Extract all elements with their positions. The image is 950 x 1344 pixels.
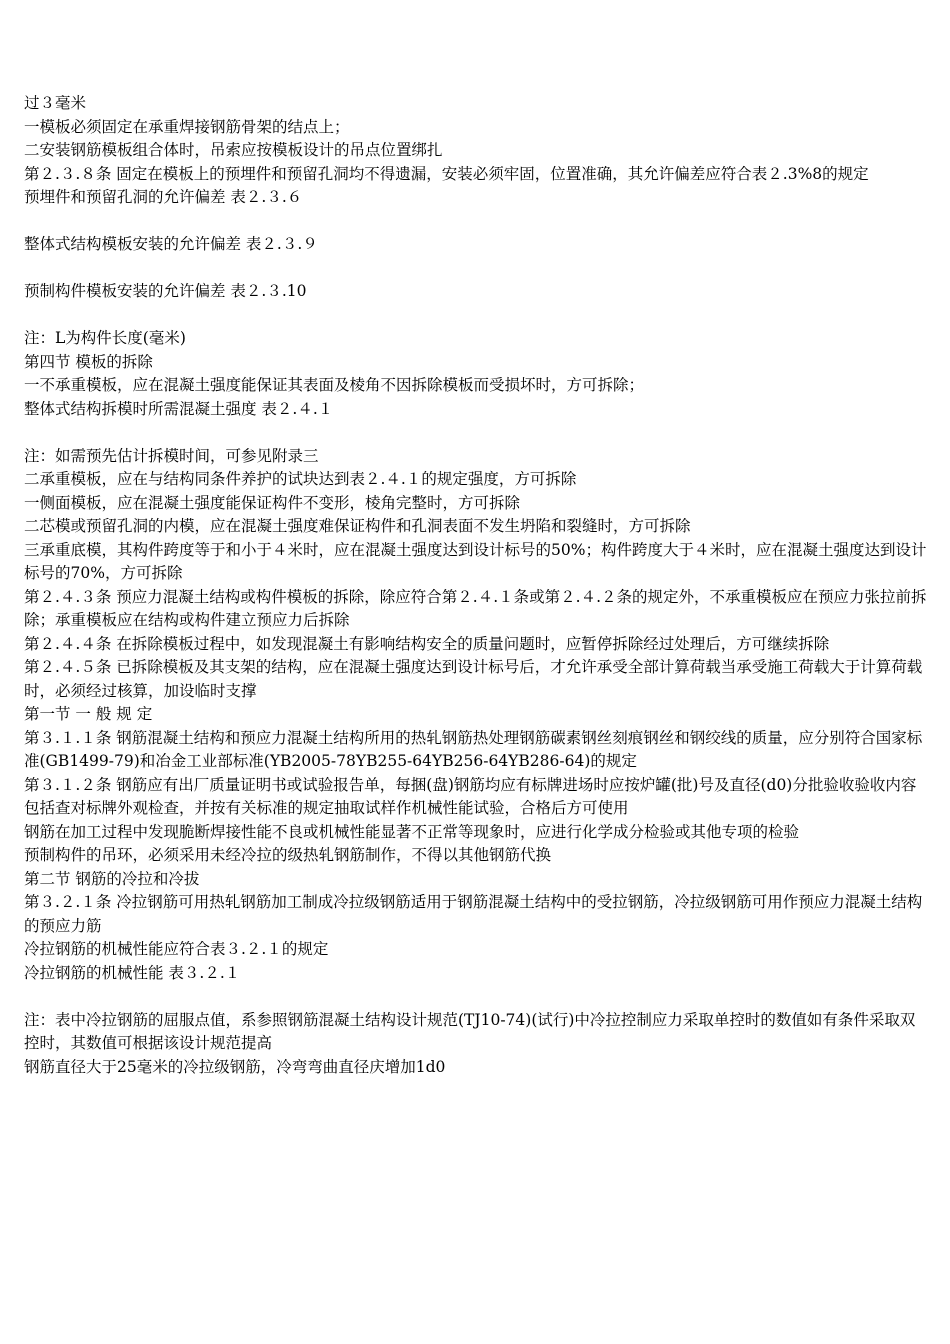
clause-3-1-1: 第３.１.１条 钢筋混凝土结构和预应力混凝土结构所用的热轧钢筋热处理钢筋碳素钢丝刻痕钢丝和钢绞线的质量，应分别符合国家标准(GB1499-79)和冶金工业部标准(YB2005-78YB255-64YB256-64YB286-64)的规定 bbox=[24, 728, 923, 770]
table-caption: 预埋件和预留孔洞的允许偏差 表２.３.６ bbox=[24, 188, 303, 206]
section-heading: 第二节 钢筋的冷拉和冷拔 bbox=[24, 869, 200, 888]
text-line: 二承重模板，应在与结构同条件养护的试块达到表２.４.１的规定强度，方可拆除 bbox=[24, 470, 577, 488]
note-line: 注：表中冷拉钢筋的屈服点值，系参照钢筋混凝土结构设计规范(TJ10-74)(试行)中冷拉控制应力采取单控时的数值如有条件采取双控时，其数值可根据该设计规范提高 bbox=[24, 1010, 916, 1052]
text-line: 一不承重模板，应在混凝土强度能保证其表面及棱角不因拆除模板而受损坏时，方可拆除； bbox=[24, 376, 645, 394]
text-line: 二安装钢筋模板组合体时，吊索应按模板设计的吊点位置绑扎 bbox=[24, 141, 443, 159]
text-line: 二芯模或预留孔洞的内模，应在混凝土强度难保证构件和孔洞表面不发生坍陷和裂缝时，方可拆除 bbox=[24, 517, 691, 535]
text-line: 三承重底模，其构件跨度等于和小于４米时，应在混凝土强度达到设计标号的50%；构件跨度大于４米时，应在混凝土强度达到设计标号的70%，方可拆除 bbox=[24, 540, 927, 582]
clause-2-4-3: 第２.４.３条 预应力混凝土结构或构件模板的拆除，除应符合第２.４.１条或第２.４.２条的规定外，不承重模板应在预应力张拉前拆除；承重模板应在结构或构件建立预应力后拆除 bbox=[24, 587, 927, 629]
section-heading: 第四节 模板的拆除 bbox=[24, 352, 153, 371]
note-line: 注：L为构件长度(毫米) bbox=[24, 329, 186, 347]
clause-3-1-2: 第３.１.２条 钢筋应有出厂质量证明书或试验报告单，每捆(盘)钢筋均应有标牌进场时应按炉罐(批)号及直径(d0)分批验收验收内容包括查对标牌外观检查，并按有关标准的规定抽取试样作机械性能试验，合格后方可使用 bbox=[24, 775, 917, 817]
note-line: 注：如需预先估计拆模时间，可参见附录三 bbox=[24, 446, 319, 465]
text-line: 预制构件的吊环，必须采用未经冷拉的级热轧钢筋制作，不得以其他钢筋代换 bbox=[24, 846, 552, 864]
blank-line bbox=[24, 257, 930, 281]
table-caption: 预制构件模板安装的允许偏差 表２.３.10 bbox=[24, 282, 307, 300]
clause-3-2-1: 第３.２.１条 冷拉钢筋可用热轧钢筋加工制成冷拉级钢筋适用于钢筋混凝土结构中的受拉钢筋，冷拉级钢筋可用作预应力混凝土结构的预应力筋 bbox=[24, 893, 923, 935]
table-caption: 整体式结构拆模时所需混凝土强度 表２.４.１ bbox=[24, 399, 334, 418]
clause-2-3-8: 第２.３.８条 固定在模板上的预埋件和预留孔洞均不得遗漏，安装必须牢固，位置准确，其允许偏差应符合表２.3%8的规定 bbox=[24, 164, 869, 183]
text-line: 钢筋直径大于25毫米的冷拉级钢筋，冷弯弯曲直径庆增加1d0 bbox=[24, 1057, 446, 1076]
text-line: 冷拉钢筋的机械性能应符合表３.２.１的规定 bbox=[24, 940, 329, 958]
document-body bbox=[24, 92, 930, 1079]
table-caption: 整体式结构模板安装的允许偏差 表２.３.９ bbox=[24, 235, 318, 253]
clause-2-4-5: 第２.４.５条 已拆除模板及其支架的结构，应在混凝土强度达到设计标号后，才允许承受全部计算荷载当承受施工荷载大于计算荷载时，必须经过核算，加设临时支撑 bbox=[24, 658, 923, 700]
blank-line bbox=[24, 985, 930, 1009]
text-line: 一模板必须固定在承重焊接钢筋骨架的结点上； bbox=[24, 117, 350, 136]
section-heading: 第一节 一 般 规 定 bbox=[24, 705, 153, 723]
text-line: 钢筋在加工过程中发现脆断焊接性能不良或机械性能显著不正常等现象时，应进行化学成分检验或其他专项的检验 bbox=[24, 822, 800, 841]
blank-line bbox=[24, 421, 930, 445]
table-caption: 冷拉钢筋的机械性能 表３.２.１ bbox=[24, 963, 241, 982]
text-line: 一侧面模板，应在混凝土强度能保证构件不变形，棱角完整时，方可拆除 bbox=[24, 493, 521, 512]
text-line: 过３毫米 bbox=[24, 94, 87, 112]
clause-2-4-4: 第２.４.４条 在拆除模板过程中，如发现混凝土有影响结构安全的质量问题时，应暂停拆除经过处理后，方可继续拆除 bbox=[24, 634, 830, 653]
blank-line bbox=[24, 210, 930, 234]
blank-line bbox=[24, 304, 930, 328]
